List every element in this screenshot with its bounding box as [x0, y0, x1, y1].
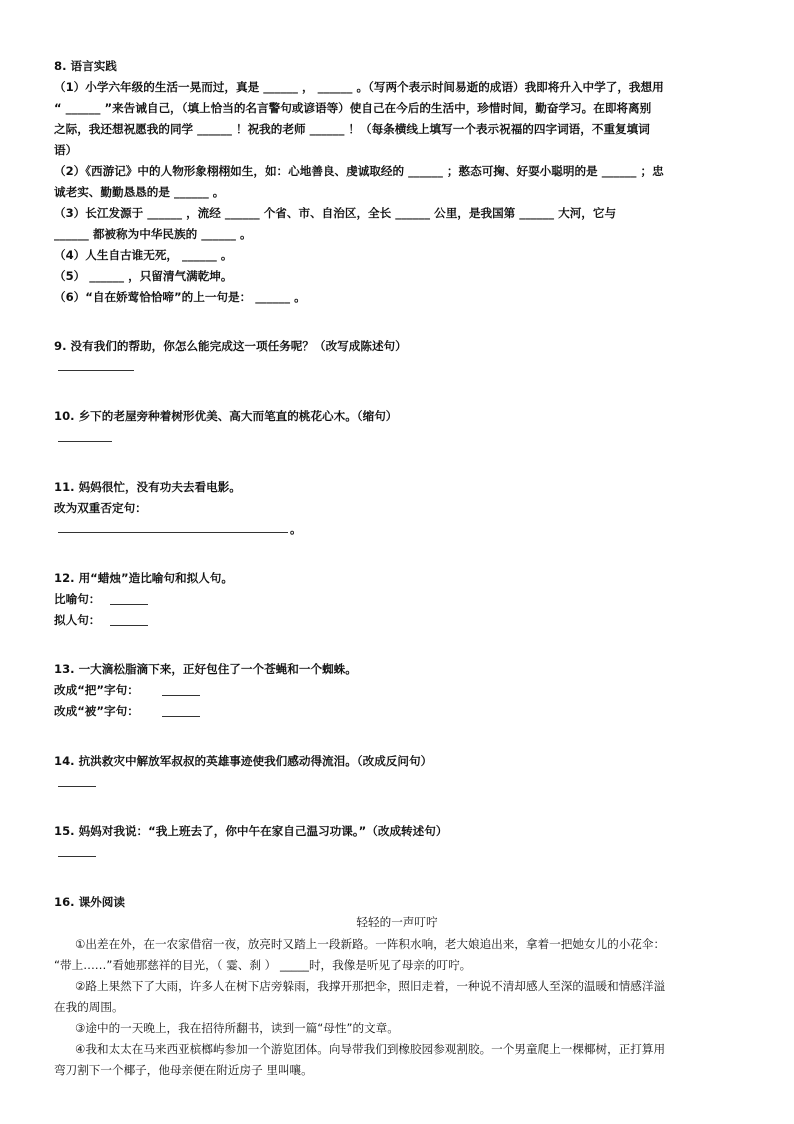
paragraph-3: ③途中的一天晚上，我在招待所翻书，读到一篇“母性”的文章。 — [75, 1021, 399, 1035]
q12-simile-label: 比喻句： — [54, 592, 101, 606]
q8-line-4: 语） — [54, 143, 78, 157]
q12-title: 12. 用“蜡烛”造比喻句和拟人句。 — [54, 571, 233, 585]
q15-answer-line[interactable] — [58, 856, 96, 857]
q8-line-5: （2）《西游记》中的人物形象栩栩如生，如：心地善良、虔诚取经的 ______ ；憨态可掬、好耍小聪明的是 ______ ；忠 — [54, 164, 664, 178]
q8-line-11: （6）“自在娇莺恰恰啼”的上一句是： ______ 。 — [54, 290, 306, 304]
q8-line-10: （5） ______ ，只留清气满乾坤。 — [54, 269, 233, 283]
q12-personification-label: 拟人句： — [54, 613, 101, 627]
q9-answer-line[interactable] — [58, 370, 134, 371]
q8-title: 8. 语言实践 — [54, 59, 117, 73]
q10-title: 10. 乡下的老屋旁种着树形优美、高大而笔直的桃花心木。（缩句） — [54, 409, 398, 423]
q8-line-6: 诚老实、勤勤恳恳的是 ______ 。 — [54, 185, 225, 199]
q13-ba-label: 改成“把”字句： — [54, 683, 139, 697]
q11-title: 11. 妈妈很忙，没有功夫去看电影。 — [54, 480, 241, 494]
paragraph-4-line-1: ④我和太太在马来西亚槟榔屿参加一个游览团体。向导带我们到橡胶园参观割胶。一个男童爬上一棵椰树，正打算用 — [75, 1042, 666, 1056]
q11-prompt: 改为双重否定句： — [54, 501, 147, 515]
q12-simile-line[interactable] — [110, 604, 148, 605]
q16-title: 16. 课外阅读 — [54, 895, 125, 909]
paragraph-2-line-1: ②路上果然下了大雨，许多人在树下店旁躲雨，我撑开那把伞，照旧走着，一种说不清却感人至深的温暖和情感洋溢 — [75, 979, 666, 993]
paragraph-2-line-2: 在我的周围。 — [54, 1000, 124, 1014]
q8-line-1: （1）小学六年级的生活一晃而过，真是 ______ ， ______ 。（写两个表示时间易逝的成语）我即将升入中学了，我想用 — [54, 80, 664, 94]
q8-line-3: 之际，我还想祝愿我的同学 ______ ！祝我的老师 ______ ！（每条横线上填写一个表示祝福的四字词语，不重复填词 — [54, 122, 650, 136]
article-title: 轻轻的一声叮咛 — [356, 915, 438, 929]
q13-ba-line[interactable] — [162, 695, 200, 696]
q8-line-8: ______ 都被称为中华民族的 ______ 。 — [54, 227, 252, 241]
q11-answer-line[interactable] — [58, 532, 288, 533]
paragraph-1-line-2: “带上……”看她那慈祥的目光，（ 霎、刹 ） _____时，我像是听见了母亲的叮咛。 — [54, 958, 472, 972]
q14-title: 14. 抗洪救灾中解放军叔叔的英雄事迹使我们感动得流泪。（改成反问句） — [54, 754, 433, 768]
q13-bei-label: 改成“被”字句： — [54, 704, 139, 718]
q14-answer-line[interactable] — [58, 786, 96, 787]
q8-line-9: （4）人生自古谁无死， ______ 。 — [54, 248, 233, 262]
q15-title: 15. 妈妈对我说：“我上班去了，你中午在家自己温习功课。”（改成转述句） — [54, 824, 448, 838]
q13-title: 13. 一大滴松脂滴下来，正好包住了一个苍蝇和一个蜘蛛。 — [54, 662, 357, 676]
q11-end-mark: 。 — [290, 522, 302, 536]
paragraph-4-line-2: 弯刀割下一个椰子，他母亲便在附近房子 里叫嚷。 — [54, 1063, 313, 1077]
q8-line-7: （3）长江发源于 ______ ，流经 ______ 个省、市、自治区，全长 ______ 公里，是我国第 ______ 大河，它与 — [54, 206, 617, 220]
q8-line-2: “ ______ ”来告诫自己，（填上恰当的名言警句或谚语等）使自己在今后的生活中，珍惜时间，勤奋学习。在即将离别 — [54, 101, 652, 115]
q9-title: 9. 没有我们的帮助，你怎么能完成这一项任务呢？（改写成陈述句） — [54, 339, 407, 353]
paragraph-1-line-1: ①出差在外，在一农家借宿一夜，放亮时又踏上一段新路。一阵积水响，老大娘追出来，拿着一把她女儿的小花伞： — [75, 937, 666, 951]
q10-answer-line[interactable] — [58, 441, 112, 442]
q12-personification-line[interactable] — [110, 625, 148, 626]
q13-bei-line[interactable] — [162, 716, 200, 717]
